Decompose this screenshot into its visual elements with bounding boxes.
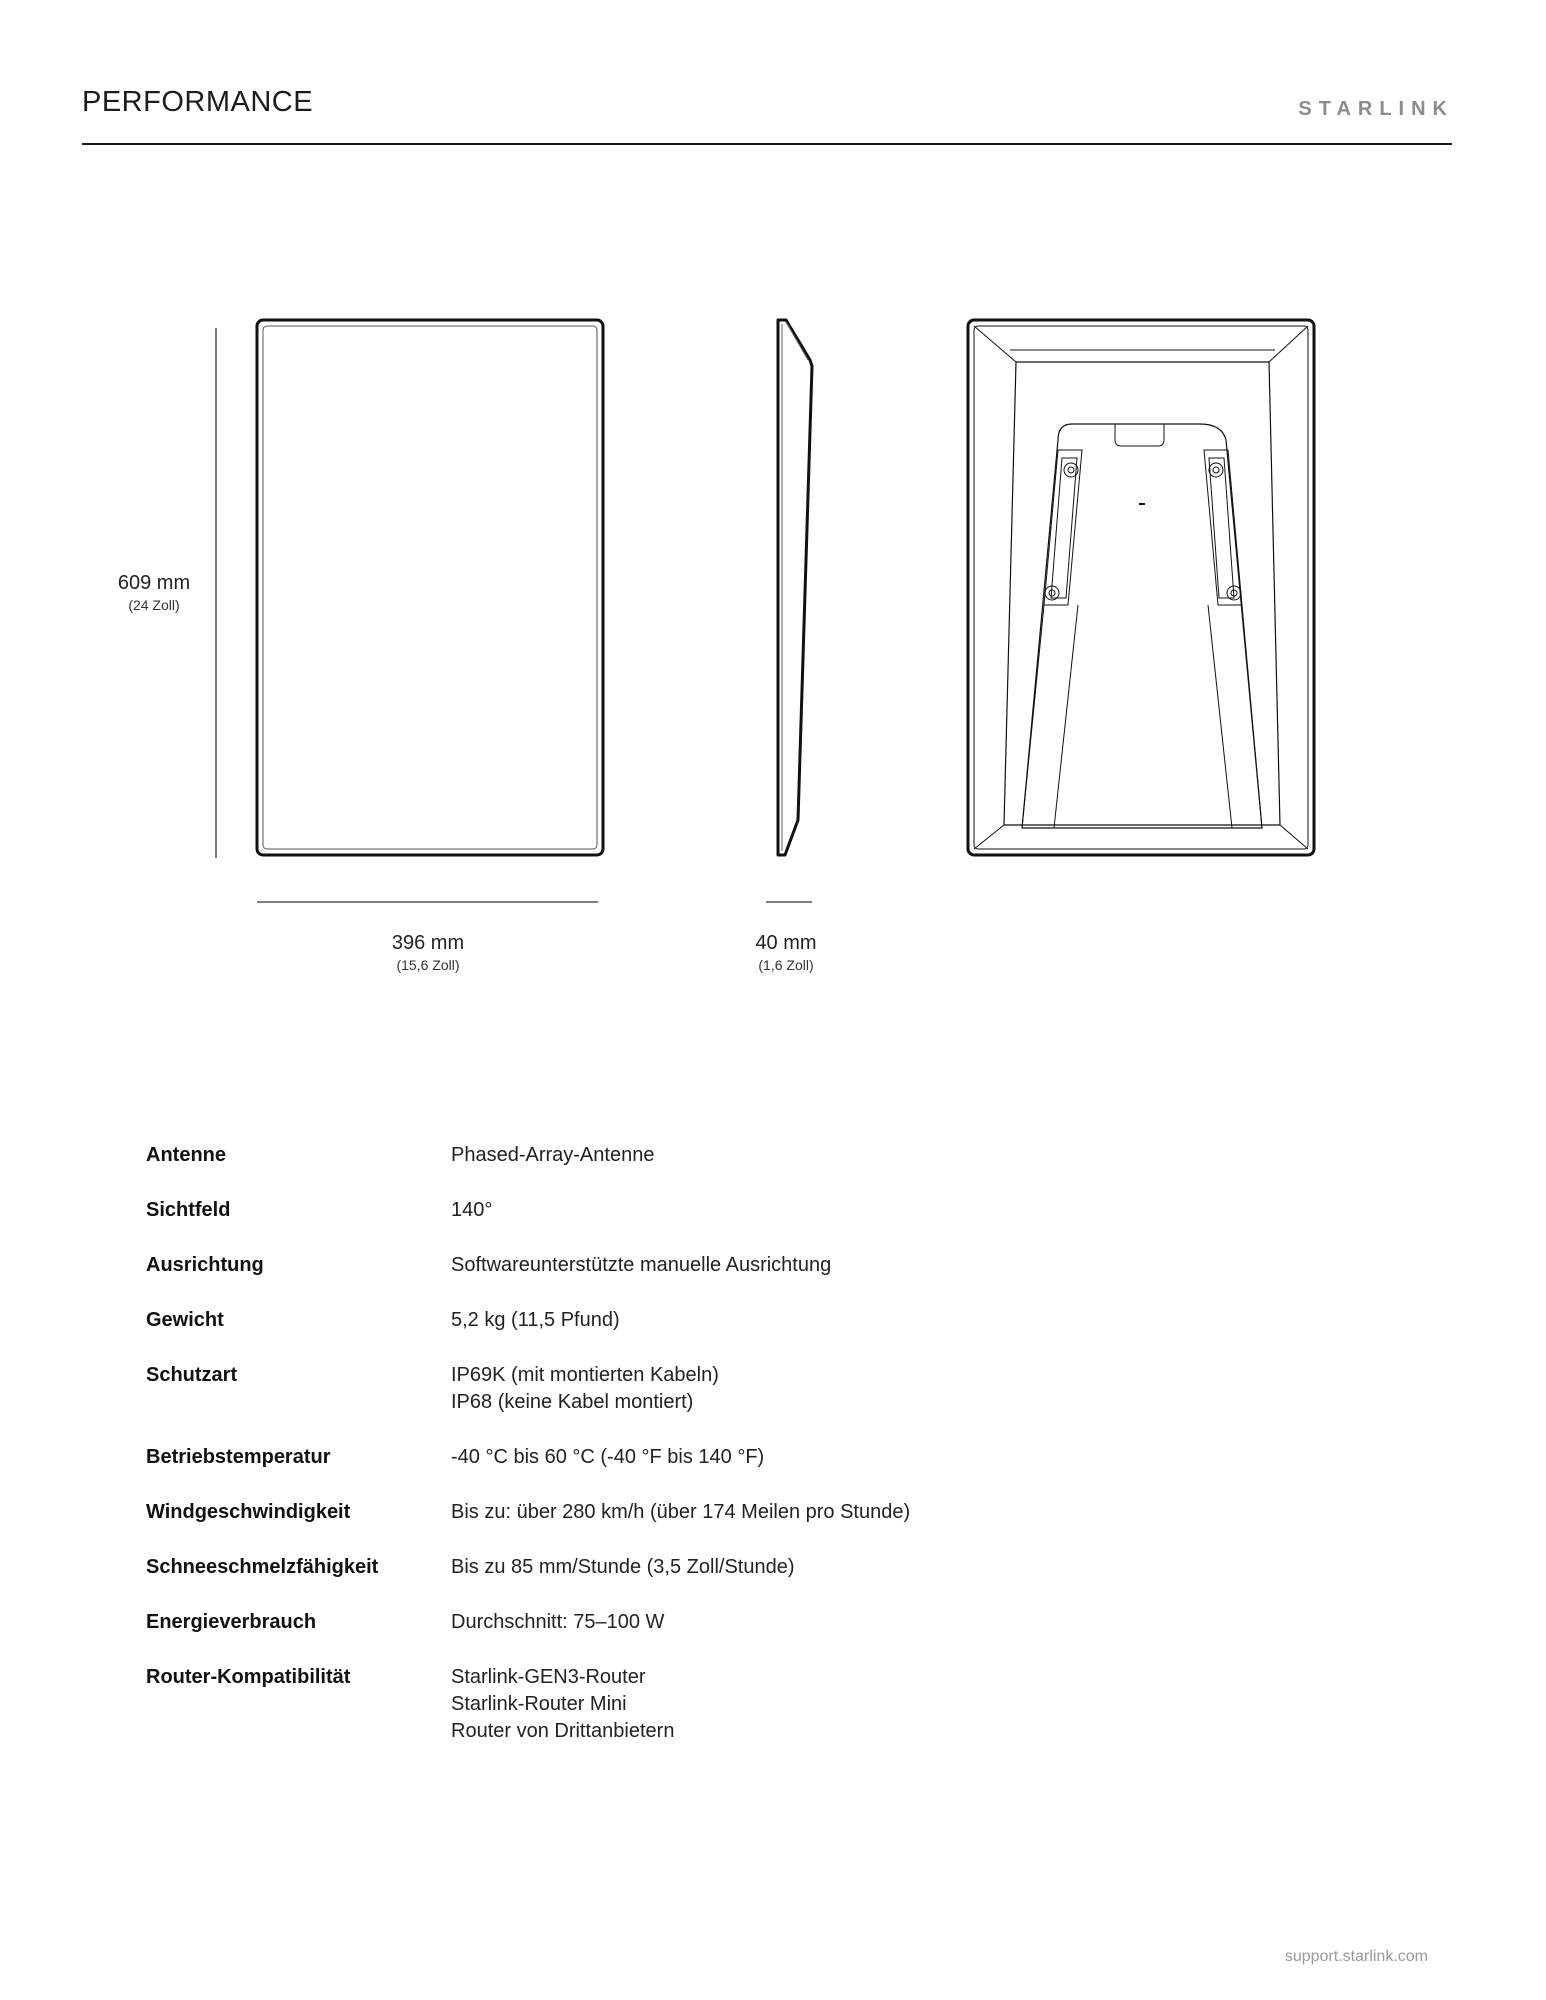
page-title: PERFORMANCE: [82, 86, 314, 118]
spec-row-sichtfeld: [146, 1197, 1246, 1224]
spec-label: Betriebstemperatur: [146, 1446, 331, 1468]
side-view: [778, 320, 812, 855]
spec-value: Phased-Array-Antenne: [451, 1144, 655, 1166]
product-drawings: [0, 300, 1546, 1000]
spec-row-ausrichtung: [146, 1252, 1246, 1279]
spec-value: Starlink-Router Mini: [451, 1693, 627, 1715]
spec-label: Ausrichtung: [146, 1254, 264, 1276]
height-dimension-inches: (24 Zoll): [128, 597, 180, 613]
spec-value: Bis zu: über 280 km/h (über 174 Meilen pro Stunde): [451, 1501, 911, 1523]
depth-dimension-label: [736, 932, 836, 973]
spec-label: Energieverbrauch: [146, 1611, 317, 1633]
spec-row-schutzart: [146, 1362, 1246, 1416]
spec-label: Schutzart: [146, 1364, 238, 1386]
width-dimension-inches: (15,6 Zoll): [396, 957, 460, 973]
spec-value: Starlink-GEN3-Router: [451, 1666, 646, 1688]
depth-dimension-inches: (1,6 Zoll): [758, 957, 814, 973]
brand-logo: STARLINK: [1298, 98, 1454, 120]
spec-label: Schneeschmelzfähigkeit: [146, 1556, 379, 1578]
height-dimension-value: 609 mm: [117, 572, 191, 594]
spec-value: Softwareunterstützte manuelle Ausrichtung: [451, 1254, 832, 1276]
footer-support-link[interactable]: support.starlink.com: [1284, 1948, 1428, 1965]
spec-label: Windgeschwindigkeit: [146, 1501, 351, 1523]
header-divider: [82, 143, 1452, 145]
spec-row-schneeschmelzfaehigkeit: [146, 1554, 1246, 1581]
width-dimension-value: 396 mm: [391, 932, 465, 954]
spec-value: Router von Drittanbietern: [451, 1720, 675, 1742]
spec-row-gewicht: [146, 1307, 1246, 1334]
spec-label: Antenne: [146, 1144, 226, 1166]
spec-value: Bis zu 85 mm/Stunde (3,5 Zoll/Stunde): [451, 1556, 795, 1578]
front-view: [257, 320, 603, 855]
spec-value: 5,2 kg (11,5 Pfund): [451, 1309, 620, 1331]
back-view: [968, 320, 1314, 855]
spec-table: [146, 1142, 1246, 1773]
spec-value: 140°: [451, 1199, 493, 1221]
spec-value: IP69K (mit montierten Kabeln): [451, 1364, 719, 1386]
height-dimension-label: [100, 572, 208, 613]
spec-row-antenne: [146, 1142, 1246, 1169]
spec-row-energieverbrauch: [146, 1609, 1246, 1636]
spec-value: IP68 (keine Kabel montiert): [451, 1391, 694, 1413]
spec-label: Gewicht: [146, 1309, 224, 1331]
spec-label: Sichtfeld: [146, 1199, 231, 1221]
width-dimension-label: [368, 932, 488, 973]
spec-label: Router-Kompatibilität: [146, 1666, 351, 1688]
spec-value: -40 °C bis 60 °C (-40 °F bis 140 °F): [451, 1446, 765, 1468]
spec-row-betriebstemperatur: [146, 1444, 1246, 1471]
spec-row-windgeschwindigkeit: [146, 1499, 1246, 1526]
depth-dimension-value: 40 mm: [755, 932, 817, 954]
spec-row-router-kompatibilitaet: [146, 1664, 1246, 1745]
dimension-drawing: [0, 300, 1546, 1000]
spec-value: Durchschnitt: 75–100 W: [451, 1611, 665, 1633]
